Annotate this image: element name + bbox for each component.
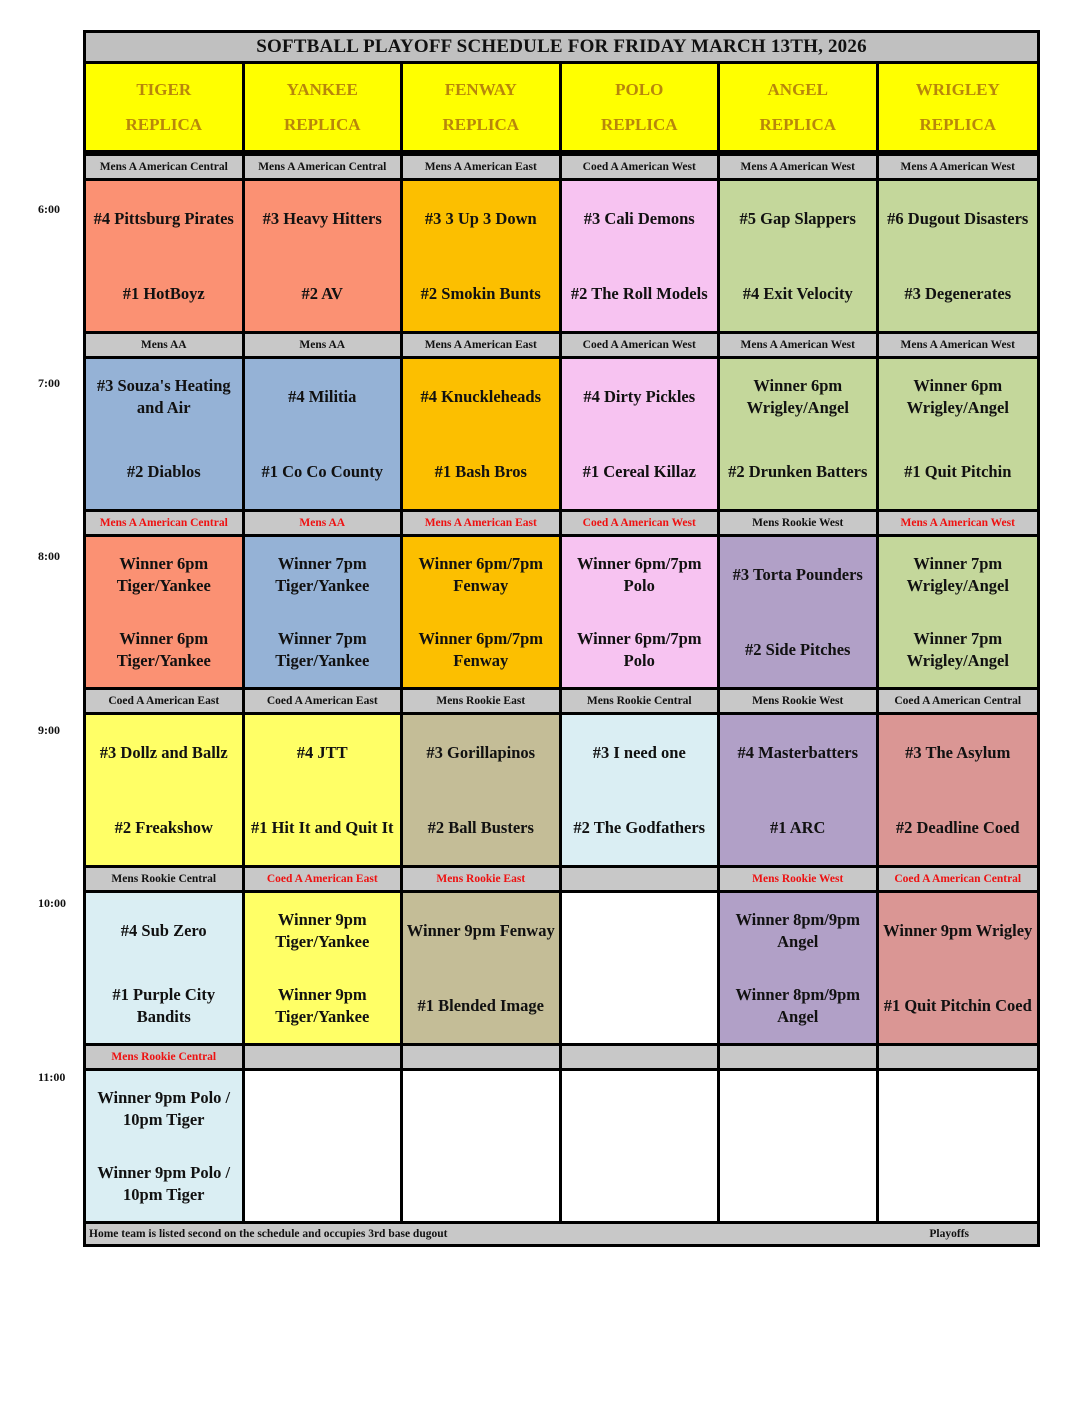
division-label: Mens Rookie East: [403, 690, 562, 712]
game-cell: [879, 359, 1037, 509]
away-team: Winner 9pm Wrigley: [883, 920, 1033, 940]
away-team: Winner 7pm Wrigley/Angel: [906, 553, 1009, 595]
game-row: [86, 715, 1037, 865]
game-cell: [403, 893, 562, 1043]
division-label: Coed A American East: [86, 690, 245, 712]
home-team: #1 Purple City Bandits: [112, 984, 216, 1026]
game-cell: [245, 715, 404, 865]
division-label: Mens AA: [245, 334, 404, 356]
away-team: Winner 6pm Tiger/Yankee: [116, 553, 211, 595]
away-team: Winner 6pm Wrigley/Angel: [906, 375, 1009, 417]
home-team: #2 Diablos: [126, 461, 201, 481]
home-team: Winner 8pm/9pm Angel: [735, 984, 861, 1026]
time-label: 8:00: [38, 549, 60, 563]
division-label: Coed A American Central: [894, 695, 1022, 707]
game-row: [86, 893, 1037, 1043]
home-team: #1 Co Co County: [261, 461, 383, 481]
field-header-polo: [562, 64, 721, 150]
away-team: Winner 6pm/7pm Polo: [576, 553, 702, 595]
away-team: #6 Dugout Disasters: [887, 208, 1029, 228]
footer-bar: [86, 1221, 1037, 1244]
home-team: [405, 1146, 557, 1221]
game-cell: [562, 537, 721, 687]
time-label: 11:00: [38, 1069, 66, 1084]
home-team: #2 Smokin Bunts: [420, 283, 541, 303]
division-row: [86, 331, 1037, 359]
division-row: [86, 865, 1037, 893]
away-team: #4 Masterbatters: [737, 742, 858, 762]
division-label: Mens Rookie Central: [562, 690, 721, 712]
division-label: Coed A American West: [562, 334, 721, 356]
division-label: [403, 1046, 562, 1068]
home-team: #1 HotBoyz: [122, 283, 205, 303]
home-team: Winner 7pm Wrigley/Angel: [906, 628, 1009, 670]
home-team: Winner 9pm Tiger/Yankee: [275, 984, 370, 1026]
game-cell: [245, 1071, 404, 1221]
game-cell: [720, 359, 879, 509]
home-team: #2 Ball Busters: [427, 817, 534, 837]
division-label: Coed A American Central: [894, 873, 1022, 885]
home-team: #1 Bash Bros: [434, 461, 527, 481]
home-team: Winner 6pm/7pm Polo: [576, 628, 702, 670]
away-team: #3 I need one: [592, 742, 686, 762]
field-name: FENWAY: [444, 79, 517, 99]
field-sub: REPLICA: [283, 114, 361, 134]
division-label: Mens Rookie Central: [86, 868, 245, 890]
division-label: [562, 1046, 721, 1068]
field-sub: REPLICA: [919, 114, 996, 134]
away-team: #3 The Asylum: [905, 742, 1011, 762]
game-cell: [879, 893, 1037, 1043]
game-cell: [245, 893, 404, 1043]
home-team: #2 The Godfathers: [573, 817, 706, 837]
game-cell: [720, 893, 879, 1043]
away-team: #5 Gap Slappers: [739, 208, 856, 228]
away-team: Winner 6pm/7pm Fenway: [418, 553, 544, 595]
home-team: Winner 6pm Tiger/Yankee: [116, 628, 211, 670]
home-team: Winner 6pm/7pm Fenway: [418, 628, 544, 670]
away-team: #4 Knuckleheads: [420, 386, 542, 406]
away-team: #3 Souza's Heating and Air: [96, 375, 231, 417]
home-team: [564, 968, 716, 1043]
division-label: Mens Rookie Central: [86, 1046, 245, 1068]
home-team: #1 Hit It and Quit It: [250, 817, 394, 837]
field-header-fenway: [403, 64, 562, 150]
division-label: Mens A American Central: [86, 156, 245, 178]
away-team: Winner 9pm Fenway: [406, 920, 555, 940]
home-team: #1 Quit Pitchin: [904, 461, 1012, 481]
footer-note: Home team is listed second on the schedule and occupies 3rd base dugout: [89, 1228, 448, 1240]
game-row: [86, 181, 1037, 331]
field-name: TIGER: [136, 79, 192, 99]
division-label: Mens A American West: [900, 161, 1015, 173]
division-label: Coed A American West: [562, 156, 721, 178]
away-team: #3 Heavy Hitters: [262, 208, 382, 228]
away-team: Winner 8pm/9pm Angel: [735, 909, 861, 951]
game-cell: [879, 1071, 1037, 1221]
game-cell: [720, 181, 879, 331]
home-team: Winner 7pm Tiger/Yankee: [275, 628, 370, 670]
division-label: Mens A American West: [720, 334, 879, 356]
game-cell: [562, 359, 721, 509]
away-team: Winner 9pm Polo / 10pm Tiger: [97, 1087, 231, 1129]
game-cell: [720, 715, 879, 865]
home-team: Winner 9pm Polo / 10pm Tiger: [97, 1162, 231, 1204]
division-label: [879, 1046, 1037, 1068]
home-team: [564, 1146, 716, 1221]
game-cell: [879, 181, 1037, 331]
away-team: #4 JTT: [296, 742, 348, 762]
time-label: 10:00: [38, 896, 66, 910]
division-row: [86, 687, 1037, 715]
game-cell: [562, 181, 721, 331]
away-team: #3 Gorillapinos: [426, 742, 536, 762]
game-row: [86, 1071, 1037, 1221]
away-team: #4 Pittsburg Pirates: [93, 208, 234, 228]
away-team: [247, 1071, 399, 1146]
game-row: [86, 359, 1037, 509]
division-row: [86, 509, 1037, 537]
field-sub: REPLICA: [125, 114, 202, 134]
home-team: [247, 1146, 399, 1221]
division-label: [720, 1046, 879, 1068]
home-team: #1 Cereal Killaz: [582, 461, 696, 481]
division-label: Mens AA: [245, 512, 404, 534]
game-cell: [403, 1071, 562, 1221]
division-label: [562, 868, 721, 890]
game-cell: [562, 893, 721, 1043]
game-cell: [562, 1071, 721, 1221]
game-cell: [403, 359, 562, 509]
away-team: [722, 1071, 874, 1146]
footer-label: Playoffs: [929, 1228, 969, 1240]
division-label: Mens A American West: [900, 517, 1015, 529]
division-label: Mens A American West: [900, 339, 1015, 351]
home-team: [881, 1146, 1035, 1221]
schedule-sheet: [83, 30, 1040, 1247]
field-name: ANGEL: [767, 79, 828, 99]
division-label: [245, 1046, 404, 1068]
game-cell: [403, 181, 562, 331]
game-cell: [86, 893, 245, 1043]
time-slots: [86, 153, 1037, 1221]
away-team: Winner 6pm Wrigley/Angel: [746, 375, 849, 417]
division-label: Coed A American West: [562, 512, 721, 534]
division-label: Mens Rookie West: [720, 512, 879, 534]
field-sub: REPLICA: [759, 114, 836, 134]
division-label: Mens A American Central: [245, 156, 404, 178]
field-header-wrigley: [879, 64, 1037, 150]
division-label: Mens A American East: [403, 334, 562, 356]
away-team: [405, 1071, 557, 1146]
home-team: #4 Exit Velocity: [742, 283, 853, 303]
division-label: Mens Rookie West: [720, 868, 879, 890]
division-row: [86, 153, 1037, 181]
division-label: Mens Rookie West: [720, 690, 879, 712]
away-team: #4 Sub Zero: [120, 920, 207, 940]
division-label: Mens A American East: [403, 512, 562, 534]
away-team: #4 Militia: [288, 386, 357, 406]
field-header-yankee: [245, 64, 404, 150]
division-label: Coed A American East: [245, 690, 404, 712]
away-team: #3 3 Up 3 Down: [424, 208, 537, 228]
away-team: [564, 1071, 716, 1146]
away-team: [881, 1071, 1035, 1146]
field-sub: REPLICA: [442, 114, 519, 134]
home-team: #2 Side Pitches: [745, 639, 851, 659]
game-cell: [720, 537, 879, 687]
game-cell: [245, 537, 404, 687]
away-team: #4 Dirty Pickles: [583, 386, 696, 406]
game-cell: [245, 181, 404, 331]
division-label: Mens A American West: [720, 156, 879, 178]
home-team: #1 Quit Pitchin Coed: [883, 995, 1032, 1015]
game-cell: [86, 359, 245, 509]
game-cell: [403, 537, 562, 687]
home-team: [722, 1146, 874, 1221]
time-label: 6:00: [38, 202, 60, 216]
home-team: #2 Drunken Batters: [728, 461, 868, 481]
field-header-tiger: [86, 64, 245, 150]
home-team: #3 Degenerates: [904, 283, 1012, 303]
away-team: #3 Cali Demons: [583, 208, 695, 228]
field-name: WRIGLEY: [915, 79, 1000, 99]
game-cell: [86, 715, 245, 865]
home-team: #2 Freakshow: [114, 817, 213, 837]
division-label: Mens A American Central: [86, 512, 245, 534]
division-label: Mens Rookie East: [403, 868, 562, 890]
game-cell: [720, 1071, 879, 1221]
game-cell: [245, 359, 404, 509]
division-label: Mens A American East: [403, 156, 562, 178]
field-header-angel: [720, 64, 879, 150]
game-cell: [403, 715, 562, 865]
game-cell: [86, 181, 245, 331]
away-team: Winner 9pm Tiger/Yankee: [275, 909, 370, 951]
field-name: YANKEE: [286, 79, 358, 99]
away-team: Winner 7pm Tiger/Yankee: [275, 553, 370, 595]
division-label: Coed A American East: [245, 868, 404, 890]
division-row: [86, 1043, 1037, 1071]
home-team: #2 AV: [301, 283, 343, 303]
game-cell: [86, 537, 245, 687]
game-cell: [562, 715, 721, 865]
away-team: #3 Dollz and Ballz: [99, 742, 228, 762]
home-team: #1 ARC: [770, 817, 826, 837]
division-label: Mens AA: [86, 334, 245, 356]
game-cell: [879, 537, 1037, 687]
away-team: [564, 893, 716, 968]
time-label: 9:00: [38, 722, 60, 737]
field-name: POLO: [615, 79, 664, 99]
home-team: #1 Blended Image: [417, 995, 544, 1015]
schedule-title: SOFTBALL PLAYOFF SCHEDULE FOR FRIDAY MARCH 13TH, 2026: [86, 33, 1037, 64]
game-cell: [86, 1071, 245, 1221]
away-team: #3 Torta Pounders: [732, 564, 863, 584]
field-header-row: [86, 64, 1037, 153]
field-sub: REPLICA: [600, 114, 678, 134]
home-team: #2 Deadline Coed: [895, 817, 1020, 837]
game-row: [86, 537, 1037, 687]
home-team: #2 The Roll Models: [570, 283, 708, 303]
time-label: 7:00: [38, 375, 60, 390]
game-cell: [879, 715, 1037, 865]
